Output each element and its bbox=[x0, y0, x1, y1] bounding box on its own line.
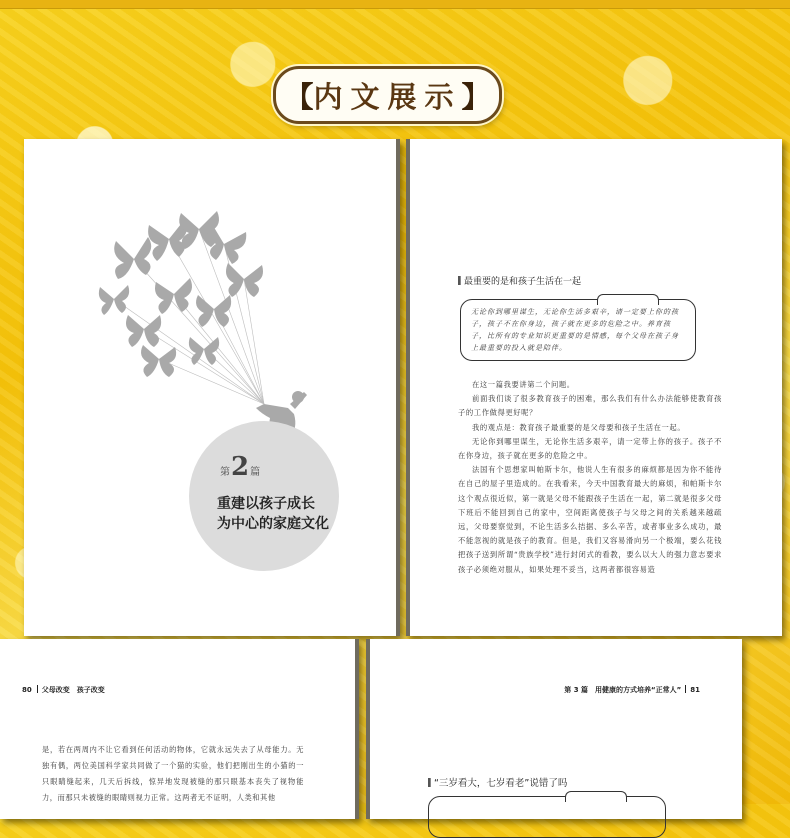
quote-box bbox=[460, 299, 696, 361]
quote-text: 无论你到哪里谋生，无论你生活多艰辛，请一定要上你的孩子，孩子不在你身边，孩子就在更多的危险之中。养育孩子，比所有的专业知识更重要的是情感，每个父母在孩子身上最重要的投入就是陪伴。 bbox=[471, 308, 679, 352]
book-page-text bbox=[406, 139, 782, 636]
banner-bracket-right: 】 bbox=[461, 79, 491, 114]
divider-bar bbox=[685, 685, 686, 693]
quote-box-tab bbox=[597, 294, 659, 305]
paragraph: 在这一篇我要讲第二个问题。 bbox=[472, 380, 575, 389]
banner-title: 内文展示 bbox=[313, 79, 462, 114]
running-head-text: 第 3 篇 用健康的方式培养“正常人” bbox=[564, 686, 682, 694]
section-heading: 最重要的是和孩子生活在一起 bbox=[458, 274, 581, 287]
section-heading: “三岁看大，七岁看老”说错了吗 bbox=[428, 775, 567, 789]
banner-bracket-left: 【 bbox=[284, 79, 314, 114]
book-page-80 bbox=[0, 639, 359, 819]
body-text bbox=[458, 378, 722, 577]
paragraph: 是，若在两周内不让它看到任何活动的物体，它就永远失去了从母能力。无独有偶，两位美国科学家共同做了一个猫的实验，他们把刚出生的小猫的一只眼睛缝起来，几天后拆线，惊异地发现被缝的那只眼基本丧失了视物能力，而那只未被缝的眼睛则视力正常。这两者无不证明，人类和其他 bbox=[42, 745, 304, 802]
running-head-left bbox=[22, 685, 105, 695]
section-banner bbox=[273, 66, 502, 124]
paragraph: 我的观点是：教育孩子最重要的是父母要和孩子生活在一起。 bbox=[472, 422, 686, 432]
quote-box bbox=[428, 796, 666, 838]
part-suffix: 篇 bbox=[250, 467, 261, 478]
book-page-part-cover bbox=[24, 139, 400, 636]
paragraph: 无论你到哪里谋生，无论你生活多艰辛，请一定带上你的孩子。孩子不在你身边，孩子就在更多的危险之中。 bbox=[458, 436, 722, 461]
running-head-text: 父母改变 孩子改变 bbox=[41, 686, 105, 694]
part-prefix: 第 bbox=[220, 467, 230, 478]
running-head-right bbox=[564, 685, 700, 695]
quote-box-tab bbox=[565, 791, 627, 802]
paragraph: 前面我们谈了很多教育孩子的困难，那么我们有什么办法能够使教育孩子的工作做得更好呢？ bbox=[458, 394, 722, 418]
page-number: 80 bbox=[22, 686, 32, 694]
part-title-line2: 为中心的家庭文化 bbox=[217, 516, 329, 532]
part-number-label bbox=[220, 454, 260, 480]
part-title bbox=[217, 494, 357, 534]
page-number: 81 bbox=[690, 686, 700, 694]
paragraph: 法国有个思想家叫帕斯卡尔，他说人生有很多的麻烦都是因为你不能待在自己的屋子里造成的。在我看来，今天中国教育最大的麻烦，和帕斯卡尔这个观点很近似，第一就是父母不能跟孩子生活在一起，第二就是很多父母下班后不能回到自己的家中，空间距离使孩子与父母之间的关系越来越疏远，父母要察觉到，不论生活多么拮据、多么辛苦，或者事业多么成功，最不能忽视的就是孩子的教育。但是，我们又容易滑向另一个极端，要么花钱把孩子送到所谓“贵族学校”进行封闭式的看教，要么以大人的强力意志要求孩子必须绝对服从，如果处理不妥当，这两者都很容易造 bbox=[458, 465, 722, 574]
top-band bbox=[0, 0, 790, 9]
divider-bar bbox=[37, 685, 38, 693]
part-title-line1: 重建以孩子成长 bbox=[217, 496, 315, 512]
part-number: 2 bbox=[231, 452, 250, 482]
body-text bbox=[42, 742, 304, 806]
book-page-81 bbox=[366, 639, 742, 819]
